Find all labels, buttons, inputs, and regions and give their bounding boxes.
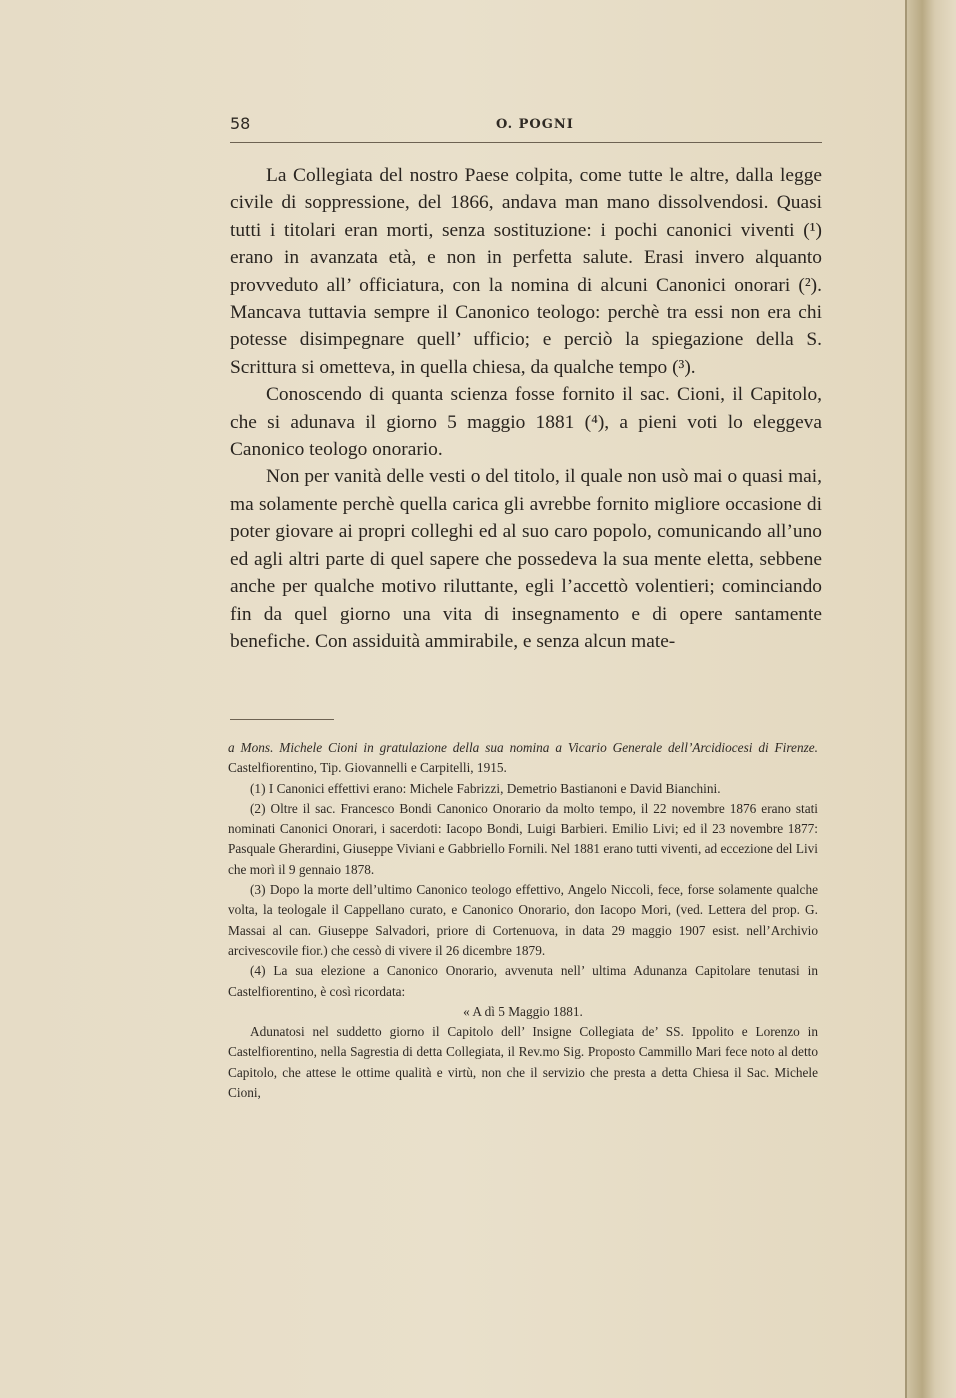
paragraph: La Collegiata del nostro Paese colpita, come tutte le altre, dalla legge civile di soppressione, del 1866, andava man mano dissolvendosi. Quasi tutti i titolari eran morti, senza sostituzione: i pochi canonici viventi (¹) erano in avanzata età, e non in perfetta salute. Erasi invero alquanto provveduto all’ officiatura, con la nomina di alcuni Canonici onorari (²). Mancava tuttavia sempre il Canonico teologo: perchè tra essi non era chi potesse disimpegnare quell’ ufficio; e perciò la spiegazione della S. Scrittura si ometteva, in quella chiesa, da qualche tempo (³). [230, 165, 822, 378]
header-rule [230, 142, 822, 143]
quote-text: Adunatosi nel suddetto giorno il Capitolo dell’ Insigne Collegiata de’ SS. Ippolito e Lorenzo in Castelfiorentino, nella Sagrestia di detta Collegiata, il Rev.mo Sig. Proposto Cammillo Mari fece noto al detto Capitolo, che attese le ottime qualità e virtù, non che il servizio che presta a detta Chiesa il Sac. Michele Cioni, [228, 1024, 818, 1101]
footnote-3: (3) Dopo la morte dell’ultimo Canonico teologo effettivo, Angelo Niccoli, fece, forse solamente qualche volta, la teologale il Cappellano curato, e Canonico Onorario, don Iacopo Mori, (ved. Lettera del prop. G. Massai al can. Giuseppe Salvadori, priore di Cortenuova, in data 29 maggio 1907 esist. nell’Archivio arcivescovile fior.) che cessò di vivere il 26 dicembre 1879. [228, 882, 818, 958]
paragraph: Non per vanità delle vesti o del titolo, il quale non usò mai o quasi mai, ma solamente perchè quella carica gli avrebbe fornito migliore occasione di poter giovare ai propri colleghi ed al suo caro popolo, comunicando all’uno ed agli altri parte di quel sapere che possedeva la sua mente eletta, sebbene anche per qualche motivo riluttante, egli l’accettò volentieri; cominciando fin da quel giorno una vita di insegnamento e di opere santamente benefiche. Con assiduità ammirabile, e senza alcun mate- [230, 466, 822, 652]
running-head: O. POGNI [496, 117, 574, 132]
footnote-continuation-title: a Mons. Michele Cioni in gratulazione della sua nomina a Vicario Generale dell’Arcidiocesi di Firenze. [228, 740, 818, 755]
quote-date: « A dì 5 Maggio 1881. [463, 1003, 583, 1019]
page-header [230, 110, 822, 140]
book-binding-edge [905, 0, 956, 1398]
footnote-4: (4) La sua elezione a Canonico Onorario, avvenuta nell’ ultima Adunanza Capitolare tenutasi in Castelfiorentino, è così ricordata: [228, 963, 818, 999]
main-text [230, 162, 822, 655]
paragraph: Conoscendo di quanta scienza fosse fornito il sac. Cioni, il Capitolo, che si adunava il giorno 5 maggio 1881 (⁴), a pieni voti lo eleggeva Canonico teologo onorario. [230, 384, 822, 461]
page-number: 58 [230, 114, 251, 133]
footnote-continuation-imprint: Castelfiorentino, Tip. Giovannelli e Carpitelli, 1915. [228, 760, 507, 776]
footnote-rule [230, 719, 334, 720]
footnote-2: (2) Oltre il sac. Francesco Bondi Canonico Onorario da molto tempo, il 22 novembre 1876 erano stati nominati Canonici Onorari, i sacerdoti: Iacopo Bondi, Luigi Barbieri. Emilio Livi; ed il 23 novembre 1877: Pasquale Gherardini, Giuseppe Viviani e Gabbriello Fornili. Nel 1881 erano tutti viventi, ad eccezione del Livi che morì il 9 gennaio 1878. [228, 800, 818, 877]
footnotes [228, 738, 818, 1103]
footnote-1: (1) I Canonici effettivi erano: Michele Fabrizzi, Demetrio Bastianoni e David Bianchini. [250, 780, 721, 796]
footnote-continuation [228, 738, 818, 779]
